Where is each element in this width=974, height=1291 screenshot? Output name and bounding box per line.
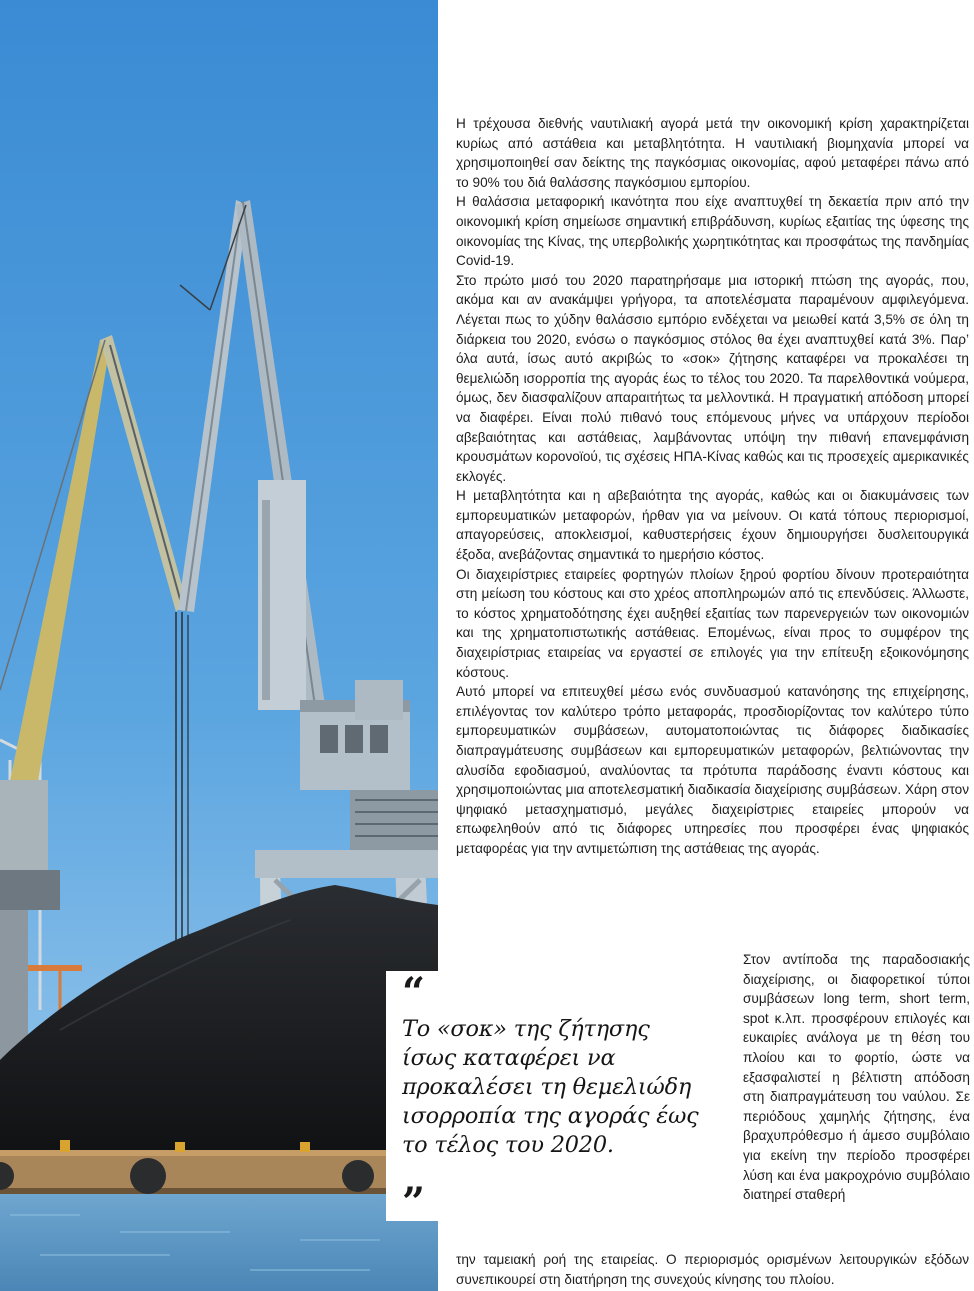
article-paragraph: Αυτό μπορεί να επιτευχθεί μέσω ενός συνδυασμού κατανόησης της επιχείρησης, επιλέγοντας τον καλύτερο τρόπο μεταφοράς, προσδιορίζοντας τον καλύτερο τύπο εμπορευματικών συμβάσεων, αυτοματοποιώντας τις διάφορες διαδικασίες διαπραγμάτευσης συμβάσεων και εμπορευματικών μεταφορών, βελτιώνοντας την αλυσίδα εφοδιασμού, αναλύοντας τα πρότυπα παράδοσης έναντι κόστους και χρησιμοποιώντας μια αποτελεσματική διαδικασία διαχείρισης συμβάσεων. Χάρη στον ψηφιακό μετασχηματισμό, μεγάλες διαχειρίστριες εταιρείες μπορούν να επωφεληθούν από τις διάφορες υπηρεσίες που προσφέρει ένας ψηφιακός μεταφορέας για την αντιμετώπιση της αστάθειας της αγοράς.: [456, 684, 969, 856]
quote-open-mark: “: [402, 969, 426, 1016]
article-narrow-column: [743, 950, 970, 1205]
article-paragraph: Στο πρώτο μισό του 2020 παρατηρήσαμε μια ιστορική πτώση της αγοράς, που, ακόμα και αν ανακάμψει γρήγορα, τα αποτελέσματα παραμένουν αμφιλεγόμενα. Λέγεται πως το χύδην θαλάσσιο εμπόριο ενδέχεται να μειωθεί κατά 3,5% σε όλη τη διάρκεια του 2020, ενόσω ο παγκόσμιος στόλος θα έχει αναπτυχθεί κατά 3%. Παρ’ όλα αυτά, ίσως αυτό ακριβώς το «σοκ» ζήτησης καταφέρει να προκαλέσει τη θεμελιώδη ισορροπία της αγοράς έως το τέλος του 2020. Τα παρελθοντικά νούμερα, όμως, δεν διασφαλίζουν απαραιτήτως τα μελλοντικά. Η πραγματική απόδοση μπορεί να διαφέρει. Είναι πολύ πιθανό τους επόμενους μήνες να υπάρχουν περίοδοι αβεβαιότητας και αστάθειας, λαμβάνοντας υπόψη την πιθανή επανεμφάνιση κρουσμάτων κορονοϊού, τις σχέσεις ΗΠΑ-Κίνας καθώς και τις προσεχείς αμερικανικές εκλογές.: [456, 272, 969, 484]
photo-illustration: [0, 0, 438, 1291]
article-main-column: [456, 114, 969, 859]
harbor-cranes-photo: [0, 0, 438, 1291]
article-paragraph: Στον αντίποδα της παραδοσιακής διαχείρισης, οι διαφορετικοί τύποι συμβάσεων long term, short term, spot κ.λπ. προσφέρουν επιλογές και ευκαιρίες ανάλογα με τη θέση του πλοίου και το φορτίο, ώστε να εξασφαλιστεί η βέλτιστη απόδοση στη διαπραγμάτευση του ναύλου. Σε περιόδους χαμηλής ζήτησης, ένα βραχυπρόθεσμο ή άμεσο συμβόλαιο για εκείνη την περίοδο προσφέρει λύση και ένα μακροχρόνιο συμβόλαιο διατηρεί σταθερή: [743, 952, 970, 1203]
pull-quote: [386, 969, 738, 1226]
article-paragraph: Η μεταβλητότητα και η αβεβαιότητα της αγοράς, καθώς και οι διακυμάνσεις των εμπορευματικών μεταφορών, ήρθαν για να μείνουν. Οι κατά τόπους περιορισμοί, απαγορεύσεις, αποκλεισμοί, καθυστερήσεις έχουν δημιουργήσει δυσλειτουργικά έξοδα, ανεβάζοντας σημαντικά το ημερήσιο κόστος.: [456, 488, 969, 563]
article-bottom-lines: [456, 1250, 969, 1289]
article-paragraph: Οι διαχειρίστριες εταιρείες φορτηγών πλοίων ξηρού φορτίου δίνουν προτεραιότητα στη μείωση του κόστους και στο χρέος αποπληρωμών από τις επενδύσεις. Άλλωστε, το κόστος χρηματοδότησης έχει αυξηθεί εξαιτίας των παρενεργειών των οικονομιών και της χρηματοπιστωτικής αστάθειας. Επομένως, είναι προς το συμφέρον της διαχειρίστριας εταιρείας να εργαστεί σε επιλογές για την επίτευξη εξοικονόμησης κόστους.: [456, 566, 969, 680]
article-paragraph: την ταμειακή ροή της εταιρείας. Ο περιορισμός ορισμένων λειτουργικών εξόδων συνεπικουρεί στη διατήρηση της συνεχούς κίνησης του πλοίου.: [456, 1252, 969, 1287]
article-paragraph: Η τρέχουσα διεθνής ναυτιλιακή αγορά μετά την οικονομική κρίση χαρακτηρίζεται κυρίως από αστάθεια και μεταβλητότητα. Η ναυτιλιακή βιομηχανία μπορεί να χρησιμοποιηθεί σαν δείκτης της παγκόσμιας οικονομίας, αφού μεταφέρει πάνω από το 90% του διά θαλάσσης παγκόσμιου εμπορίου.: [456, 116, 969, 190]
sea-water: [0, 1194, 438, 1291]
quote-close-mark: ”: [402, 1179, 426, 1226]
pull-quote-text: Το «σοκ» της ζήτησης ίσως καταφέρει να προκαλέσει τη θεμελιώδη ισορροπία της αγοράς έως το τέλος του 2020.: [402, 1016, 699, 1158]
article-paragraph: Η θαλάσσια μεταφορική ικανότητα που είχε αναπτυχθεί τη δεκαετία πριν από την οικονομική κρίση σημείωσε σημαντική επιβράδυνση, κυρίως εξαιτίας της ύφεσης της οικονομίας της Κίνας, της υπερβολικής χωρητικότητας και προσφάτως της πανδημίας Covid-19.: [456, 194, 969, 269]
